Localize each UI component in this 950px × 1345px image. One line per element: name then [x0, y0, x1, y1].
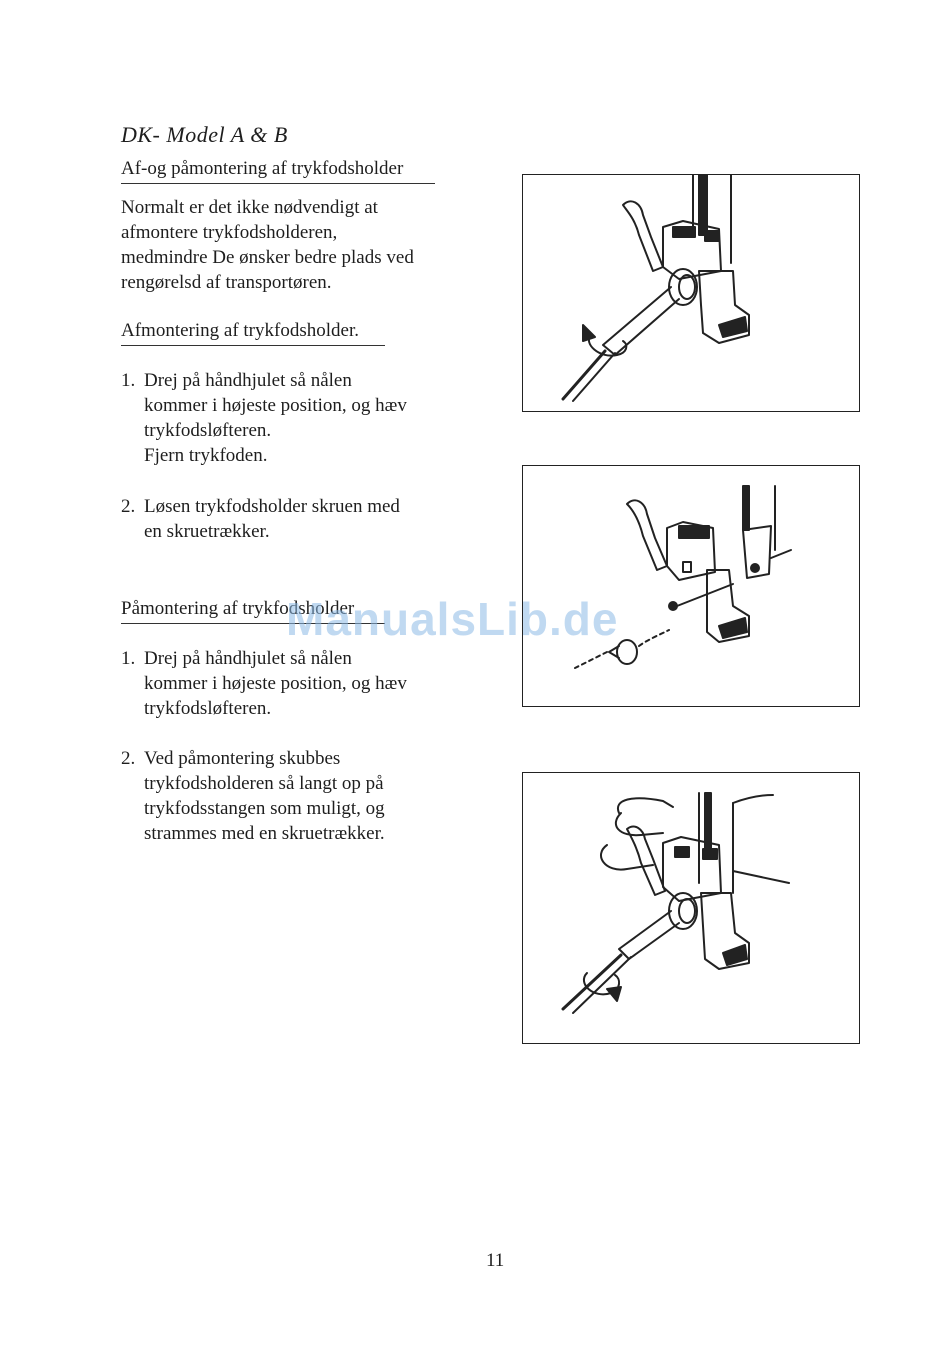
- figure-tighten-screw: [522, 772, 860, 1044]
- intro-line: rengørelsd af transportøren.: [121, 272, 332, 293]
- model-title: DK- Model A & B: [121, 122, 288, 147]
- step-line: trykfodsløfteren.: [144, 420, 272, 441]
- section-heading: Af-og påmontering af trykfodsholder: [121, 157, 435, 184]
- step-number: 2.: [121, 496, 136, 517]
- step-line: Løsen trykfodsholder skruen med: [144, 496, 400, 517]
- intro-line: Normalt er det ikke nødvendigt at: [121, 197, 378, 218]
- step-number: 2.: [121, 748, 136, 769]
- mounting-heading: Påmontering af trykfodsholder: [121, 597, 385, 624]
- presser-foot-holder-illustration: [523, 175, 859, 411]
- holder-mounting-illustration: [523, 773, 859, 1043]
- holder-removal-illustration: [523, 466, 859, 706]
- step-line: Drej på håndhjulet så nålen: [144, 648, 352, 669]
- step-line: strammes med en skruetrækker.: [144, 823, 385, 844]
- step-extra: Fjern trykfoden.: [144, 445, 268, 466]
- removal-heading: Afmontering af trykfodsholder.: [121, 319, 385, 346]
- step-line: en skruetrækker.: [144, 521, 270, 542]
- figure-remove-holder: [522, 465, 860, 707]
- intro-paragraph: [121, 195, 481, 295]
- step-line: trykfodsholderen så langt op på: [144, 773, 384, 794]
- step-line: Drej på håndhjulet så nålen: [144, 370, 352, 391]
- intro-line: medmindre De ønsker bedre plads ved: [121, 247, 414, 268]
- figure-loosen-screw: [522, 174, 860, 412]
- step-text: [144, 646, 474, 721]
- step-line: trykfodsstangen som muligt, og: [144, 798, 385, 819]
- watermark: ManualsLib.de: [286, 593, 619, 645]
- step-text: [144, 746, 474, 846]
- step-line: kommer i højeste position, og hæv: [144, 673, 407, 694]
- step-text: [144, 494, 474, 544]
- step-line: kommer i højeste position, og hæv: [144, 395, 407, 416]
- page-number: 11: [486, 1250, 505, 1271]
- step-line: Ved påmontering skubbes: [144, 748, 341, 769]
- step-line: trykfodsløfteren.: [144, 698, 272, 719]
- step-number: 1.: [121, 370, 136, 391]
- step-number: 1.: [121, 648, 136, 669]
- intro-line: afmontere trykfodsholderen,: [121, 222, 338, 243]
- step-text: [144, 368, 474, 468]
